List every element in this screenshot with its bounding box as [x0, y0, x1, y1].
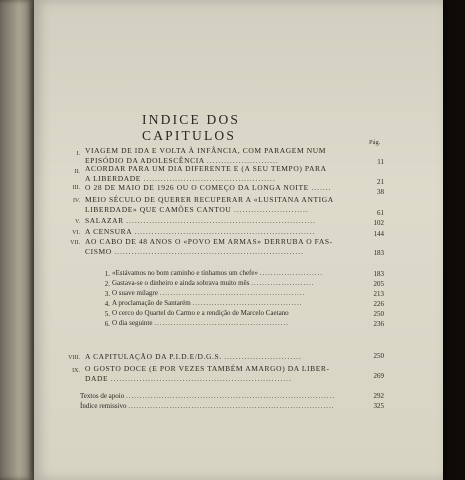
appendix-item: Textos de apoio ............................................................................	[80, 392, 335, 400]
page-number: 144	[373, 230, 384, 238]
chapter-title-line: A LIBERDADE ..............................................	[85, 174, 276, 183]
chapter-title-line: CISMO ..................................................................	[85, 247, 304, 256]
subsection-number: 2.	[104, 280, 110, 288]
chapter-title-line: A CAPITULAÇÃO DA P.I.D.E/D.G.S. ...........................	[85, 352, 302, 361]
chapter-number: VI.	[72, 230, 80, 236]
chapter-number: III.	[72, 185, 80, 191]
subsection-number: 1.	[104, 270, 110, 278]
chapter-number: II.	[74, 169, 80, 175]
chapter-number: IX.	[72, 368, 80, 374]
subsection-title: «Estávamos no bom caminho e tínhamos um chefe» .......................	[112, 269, 323, 277]
page-number: 38	[377, 188, 384, 196]
page-number: 183	[373, 249, 384, 257]
page-number: 102	[373, 219, 384, 227]
page-number: 250	[373, 352, 384, 360]
facing-page	[0, 0, 34, 480]
facing-page-text	[2, 195, 24, 305]
page-number: 292	[373, 392, 384, 400]
subsection-title: O dia seguinte .................................................	[112, 319, 289, 327]
subsection-title: O suave milagre .....................................................	[112, 289, 306, 297]
subsection-number: 5.	[104, 310, 110, 318]
chapter-title-line: VIAGEM DE IDA E VOLTA À INFÂNCIA, COM PARAGEM NUM	[85, 146, 327, 155]
chapter-title-line: A CENSURA ...............................................................	[85, 227, 316, 236]
chapter-title-line: SALAZAR ..................................................................	[85, 216, 317, 225]
page-number: 236	[373, 320, 384, 328]
chapter-title-line: AO CABO DE 48 ANOS O «POVO EM ARMAS» DERRUBA O FAS-	[85, 237, 333, 246]
page-number: 325	[373, 402, 384, 410]
chapter-title-line: O 28 DE MAIO DE 1926 OU O COMEÇO DA LONGA NOITE .......	[85, 183, 332, 192]
page-number: 213	[373, 290, 384, 298]
appendix-item: Índice remissivo ...........................................................................	[80, 402, 335, 410]
subsection-number: 4.	[104, 300, 110, 308]
chapter-number: V.	[74, 219, 80, 225]
chapter-title-line: ACORDAR PARA UM DIA DIFERENTE E (A SEU TEMPO) PARA	[85, 164, 327, 173]
chapter-title-line: EPISÓDIO DA ADOLESCÊNCIA .........................	[85, 156, 279, 165]
page-number: 205	[373, 280, 384, 288]
page-number: 21	[377, 178, 384, 186]
page-column-header: Pág.	[369, 139, 381, 146]
page-number: 61	[377, 209, 384, 217]
chapter-title-line: O GOSTO DOCE (E POR VEZES TAMBÉM AMARGO) DA LIBER-	[85, 364, 330, 373]
subsection-number: 3.	[104, 290, 110, 298]
page-number: 226	[373, 300, 384, 308]
chapter-number: IV.	[72, 198, 80, 204]
chapter-number: VIII.	[68, 355, 80, 361]
subsection-title: A proclamação de Santarém ........................................	[112, 299, 303, 307]
page-number: 183	[373, 270, 384, 278]
background-shadow	[443, 0, 465, 480]
subsection-title: O cerco do Quartel do Carmo e a rendição de Marcelo Caetano	[112, 309, 289, 317]
page-number: 250	[373, 310, 384, 318]
chapter-number: VII.	[70, 240, 80, 246]
page-number: 269	[373, 372, 384, 380]
facing-page-text	[2, 10, 24, 70]
page-number: 11	[377, 158, 384, 166]
chapter-title-line: DADE ...............................................................	[85, 374, 292, 383]
chapter-number: I.	[76, 151, 80, 157]
subsection-number: 6.	[104, 320, 110, 328]
chapter-title-line: MEIO SÉCULO DE QUERER RECUPERAR A «LUSITANA ANTIGA	[85, 195, 334, 204]
chapter-title-line: LIBERDADE» QUE CAMÕES CANTOU ..........................	[85, 205, 309, 214]
page-title: INDICE DOS CAPITULOS	[142, 112, 241, 143]
subsection-title: Gastava-se o dinheiro e ainda sobrava muito mês .......................	[112, 279, 315, 287]
